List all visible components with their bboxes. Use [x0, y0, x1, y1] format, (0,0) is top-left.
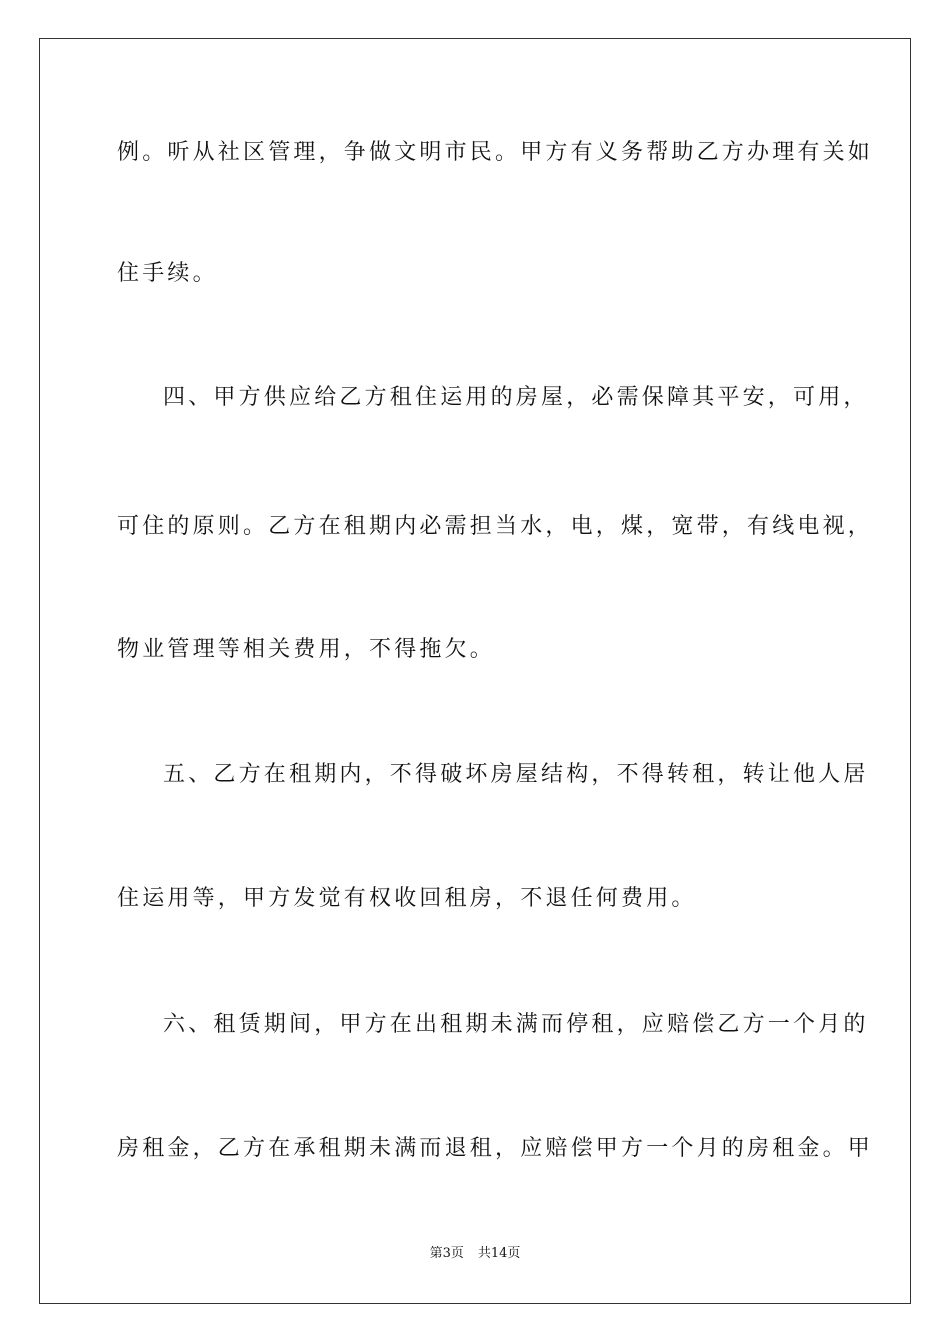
total-pages: 共14页 [477, 1246, 521, 1261]
text-line-8: 六、租赁期间，甲方在出租期未满而停租，应赔偿乙方一个月的 [163, 1012, 869, 1037]
page-number: 第3页 [429, 1246, 464, 1261]
text-line-1: 例。听从社区管理，争做文明市民。甲方有义务帮助乙方办理有关如 [117, 140, 874, 165]
page-border [39, 38, 911, 1304]
text-line-4: 可住的原则。乙方在租期内必需担当水，电，煤，宽带，有线电视， [117, 514, 874, 539]
text-line-3: 四、甲方供应给乙方租住运用的房屋，必需保障其平安，可用， [163, 385, 869, 410]
text-line-6: 五、乙方在租期内，不得破坏房屋结构，不得转租，转让他人居 [163, 762, 869, 787]
page-footer [0, 1245, 950, 1263]
text-line-5: 物业管理等相关费用，不得拖欠。 [117, 637, 496, 662]
text-line-9: 房租金，乙方在承租期未满而退租，应赔偿甲方一个月的房租金。甲 [117, 1136, 874, 1161]
text-line-7: 住运用等，甲方发觉有权收回租房，不退任何费用。 [117, 886, 697, 911]
text-line-2: 住手续。 [117, 261, 218, 286]
